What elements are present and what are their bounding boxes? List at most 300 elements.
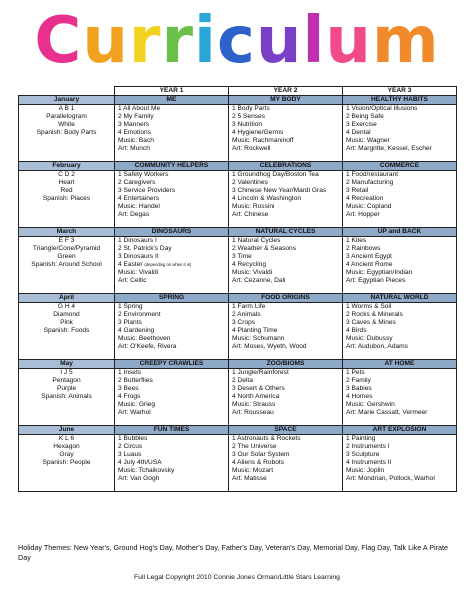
topic-line — [346, 475, 453, 483]
topic-text: 3 Time — [232, 253, 252, 260]
topic-line — [346, 335, 453, 343]
topic-line — [346, 443, 453, 451]
topic-note: (depending on when it is) — [144, 262, 192, 267]
topic-text: 4 Hygiene/Germs — [232, 129, 284, 136]
week-topics-cell — [229, 105, 343, 162]
topic-line — [232, 401, 339, 409]
topic-text: 4 Entertainers — [118, 195, 160, 202]
month-name: January — [19, 96, 115, 105]
year-header-row — [19, 87, 457, 96]
topic-line — [346, 369, 453, 377]
focus-line: Pentagon — [52, 377, 81, 384]
topic-text: 3 Service Providers — [118, 187, 176, 194]
topic-line — [118, 377, 225, 385]
month-header-row — [19, 228, 457, 237]
topic-line — [118, 129, 225, 137]
topic-text: 1 Natural Cycles — [232, 237, 281, 244]
topic-line — [346, 105, 453, 113]
topic-text: Music: Handel — [118, 203, 160, 210]
topic-text: 3 Dinosaurs II — [118, 253, 159, 260]
topic-line — [232, 121, 339, 129]
month-body-row — [19, 303, 457, 360]
topic-line — [232, 237, 339, 245]
focus-line: Red — [60, 187, 73, 194]
topic-text: Art: Marie Cassatt, Vermeer — [346, 409, 428, 416]
topic-text: Music: Mozart — [232, 467, 274, 474]
focus-line: A B 1 — [58, 105, 75, 112]
topic-line — [232, 145, 339, 153]
topic-line — [118, 343, 225, 351]
topic-text: Music: Vivaldi — [232, 269, 273, 276]
theme-header: CREEPY CRAWLIES — [115, 360, 229, 369]
topic-text: Art: Munch — [118, 145, 150, 152]
topic-line — [118, 393, 225, 401]
month-name: May — [19, 360, 115, 369]
topic-text: Music: Wagner — [346, 137, 390, 144]
week-topics-cell — [115, 369, 229, 426]
topic-line — [232, 319, 339, 327]
month-name: April — [19, 294, 115, 303]
topic-text: 1 Body Parts — [232, 105, 270, 112]
topic-text: 2 Valentines — [232, 179, 268, 186]
topic-line — [118, 443, 225, 451]
week-topics-cell — [115, 435, 229, 492]
topic-line — [232, 113, 339, 121]
topic-text: Music: Rossini — [232, 203, 275, 210]
month-name: February — [19, 162, 115, 171]
week-topics-cell — [343, 171, 457, 228]
topic-text: 1 Farm Life — [232, 303, 266, 310]
topic-text: 4 North America — [232, 393, 280, 400]
topic-line — [232, 385, 339, 393]
topic-text: Music: Beethoven — [118, 335, 171, 342]
header-blank-cell — [19, 87, 115, 96]
topic-text: 4 July 4th/USA — [118, 459, 162, 466]
focus-line: Spanish: Around School — [31, 261, 102, 268]
topic-text: Art: Audubon, Adams — [346, 343, 408, 350]
focus-line: Spanish: People — [42, 459, 91, 466]
topic-line — [346, 237, 453, 245]
topic-line — [232, 269, 339, 277]
topic-line — [118, 195, 225, 203]
theme-header: NATURAL WORLD — [343, 294, 457, 303]
topic-text: Music: Gershwin — [346, 401, 395, 408]
topic-text: 1 Kites — [346, 237, 367, 244]
topic-line — [232, 369, 339, 377]
theme-header: ZOO/BIOMS — [229, 360, 343, 369]
topic-line — [118, 113, 225, 121]
curriculum-table-wrapper — [18, 86, 456, 492]
title-letter: c — [216, 4, 256, 78]
topic-text: 2 Family — [346, 377, 371, 384]
topic-text: 1 Vision/Optical Illusions — [346, 105, 418, 112]
topic-text: 1 Painting — [346, 435, 376, 442]
topic-line — [232, 187, 339, 195]
topic-text: 3 Desert & Others — [232, 385, 285, 392]
topic-line — [346, 253, 453, 261]
topic-text: Art: Celtic — [118, 277, 147, 284]
topic-line — [232, 459, 339, 467]
topic-text: Art: Hopper — [346, 211, 380, 218]
topic-text: 2 Manufacturing — [346, 179, 394, 186]
week-topics-cell — [229, 435, 343, 492]
topic-line — [232, 451, 339, 459]
topic-line — [346, 303, 453, 311]
week-topics-cell — [343, 303, 457, 360]
title-letter: r — [161, 4, 195, 78]
topic-text: Art: Degas — [118, 211, 150, 218]
theme-header: COMMUNITY HELPERS — [115, 162, 229, 171]
topic-text: 2 5 Senses — [232, 113, 265, 120]
topic-line — [232, 443, 339, 451]
topic-line — [232, 435, 339, 443]
topic-text: 3 Our Solar System — [232, 451, 290, 458]
topic-text: 1 Insets — [118, 369, 142, 376]
week-topics-cell — [343, 435, 457, 492]
week-topics-cell — [343, 369, 457, 426]
theme-header: ART EXPLOSION — [343, 426, 457, 435]
topic-line — [118, 311, 225, 319]
page-title — [0, 6, 474, 76]
topic-text: 3 Sculpture — [346, 451, 380, 458]
topic-line — [346, 451, 453, 459]
topic-text: 2 Butterflies — [118, 377, 153, 384]
month-header-row — [19, 426, 457, 435]
topic-text: Art: Cezanne, Dali — [232, 277, 286, 284]
title-letter: u — [82, 4, 129, 78]
topic-line — [346, 113, 453, 121]
topic-text: 3 Manners — [118, 121, 150, 128]
topic-text: 2 Environment — [118, 311, 161, 318]
focus-line: Purple — [56, 385, 77, 392]
topic-line — [232, 343, 339, 351]
week-topics-cell — [115, 237, 229, 294]
theme-header: AT HOME — [343, 360, 457, 369]
topic-text: 1 Astronauts & Rockets — [232, 435, 301, 442]
topic-line — [232, 277, 339, 285]
week-topics-cell — [229, 171, 343, 228]
month-header-row — [19, 294, 457, 303]
topic-line — [232, 393, 339, 401]
week-topics-cell — [229, 369, 343, 426]
topic-line — [232, 467, 339, 475]
topic-line — [118, 409, 225, 417]
focus-line: Parallelogram — [46, 113, 87, 120]
week-topics-cell — [115, 105, 229, 162]
topic-line — [232, 327, 339, 335]
month-focus-cell — [19, 171, 115, 228]
topic-text: 3 Babies — [346, 385, 372, 392]
topic-line — [232, 475, 339, 483]
topic-text: Music: Joplin — [346, 467, 385, 474]
title-letter: C — [34, 4, 83, 78]
topic-line — [232, 303, 339, 311]
topic-line — [346, 393, 453, 401]
topic-text: Art: Matisse — [232, 475, 267, 482]
title-letter: m — [371, 4, 440, 78]
theme-header: SPACE — [229, 426, 343, 435]
topic-line — [232, 377, 339, 385]
topic-line — [346, 179, 453, 187]
topic-text: 2 Delta — [232, 377, 253, 384]
topic-text: Art: Warhol — [118, 409, 151, 416]
topic-line — [346, 137, 453, 145]
topic-line — [232, 311, 339, 319]
focus-line: White — [58, 121, 75, 128]
topic-line — [232, 195, 339, 203]
topic-line — [346, 121, 453, 129]
topic-line — [346, 171, 453, 179]
copyright-footer: Full Legal Copyright 2010 Connie Jones Orman/Little Stars Learning — [134, 574, 340, 581]
theme-header: SPRING — [115, 294, 229, 303]
topic-line — [118, 277, 225, 285]
month-focus-cell — [19, 237, 115, 294]
focus-line: Spanish: Animals — [41, 393, 92, 400]
topic-text: 2 Caregivers — [118, 179, 156, 186]
topic-line — [346, 459, 453, 467]
topic-text: 3 Chinese New Year/Mardi Gras — [232, 187, 327, 194]
week-topics-cell — [343, 105, 457, 162]
topic-line — [232, 179, 339, 187]
topic-text: 4 Aliens & Robots — [232, 459, 285, 466]
topic-text: 2 Being Safe — [346, 113, 384, 120]
topic-line — [118, 237, 225, 245]
topic-line — [346, 401, 453, 409]
week-topics-cell — [343, 237, 457, 294]
month-header-row — [19, 360, 457, 369]
topic-text: 4 Lincoln & Washington — [232, 195, 302, 202]
holiday-themes: Holiday Themes: New Year's, Ground Hog's Day, Mother's Day, Father's Day, Veteran's Day, Memorial Day, Flag Day, Talk Like A Pirate Day — [18, 543, 449, 562]
focus-line: I J 5 — [60, 369, 73, 376]
month-name: June — [19, 426, 115, 435]
theme-header: FUN TIMES — [115, 426, 229, 435]
theme-header: COMMERCE — [343, 162, 457, 171]
topic-text: 2 Circus — [118, 443, 143, 450]
topic-text: Art: Van Gogh — [118, 475, 160, 482]
focus-line: K L 6 — [58, 435, 75, 442]
topic-text: 4 Birds — [346, 327, 367, 334]
topic-line — [118, 385, 225, 393]
topic-line — [118, 179, 225, 187]
topic-line — [118, 269, 225, 277]
month-header-row — [19, 162, 457, 171]
topic-line — [118, 369, 225, 377]
topic-text: Art: Rousseau — [232, 409, 274, 416]
topic-text: 4 Gardening — [118, 327, 155, 334]
topic-text: Music: Bach — [118, 137, 154, 144]
topic-text: Art: Moses, Wyeth, Wood — [232, 343, 307, 350]
title-letter: i — [194, 4, 217, 78]
topic-text: 4 Recycling — [232, 261, 267, 268]
week-topics-cell — [229, 237, 343, 294]
theme-header: FOOD ORIGINS — [229, 294, 343, 303]
topic-line — [118, 105, 225, 113]
month-focus-cell — [19, 435, 115, 492]
focus-line: G H 4 — [57, 303, 76, 310]
topic-line — [232, 129, 339, 137]
topic-line — [346, 319, 453, 327]
month-name: March — [19, 228, 115, 237]
month-body-row — [19, 435, 457, 492]
topic-line — [346, 269, 453, 277]
topic-line — [232, 261, 339, 269]
topic-text: 3 Ancient Egypt — [346, 253, 392, 260]
title-letter: u — [255, 4, 303, 78]
week-topics-cell — [229, 303, 343, 360]
topic-line — [118, 467, 225, 475]
topic-line — [118, 203, 225, 211]
year-3-header: YEAR 3 — [343, 87, 457, 96]
topic-text: 2 Weather & Seasons — [232, 245, 297, 252]
topic-line — [118, 451, 225, 459]
topic-text: 4 Planting Time — [232, 327, 278, 334]
topic-line — [346, 129, 453, 137]
topic-text: 3 Nutrition — [232, 121, 263, 128]
topic-text: 2 Instruments I — [346, 443, 390, 450]
topic-line — [118, 187, 225, 195]
topic-line — [232, 409, 339, 417]
month-focus-cell — [19, 303, 115, 360]
topic-line — [118, 171, 225, 179]
year-2-header: YEAR 2 — [229, 87, 343, 96]
topic-text: 3 Luaus — [118, 451, 142, 458]
topic-text: 1 Food/restaurant — [346, 171, 399, 178]
topic-line — [232, 137, 339, 145]
topic-text: 1 All About Me — [118, 105, 161, 112]
month-focus-cell — [19, 369, 115, 426]
topic-text: 3 Retail — [346, 187, 369, 194]
topic-text: Music: Strauss — [232, 401, 276, 408]
topic-text: Music: Grieg — [118, 401, 156, 408]
title-letter: r — [128, 4, 162, 78]
topic-text: 2 My Family — [118, 113, 154, 120]
focus-line: Diamond — [53, 311, 80, 318]
focus-line: Spanish: Body Parts — [36, 129, 97, 136]
focus-line: Green — [57, 253, 76, 260]
topic-text: 3 Crops — [232, 319, 256, 326]
theme-header: DINOSAURS — [115, 228, 229, 237]
topic-text: Art: Mondrian, Pollock, Warhol — [346, 475, 435, 482]
topic-text: Art: Egyptian Pieces — [346, 277, 406, 284]
topic-text: 1 Worms & Soil — [346, 303, 392, 310]
topic-line — [346, 261, 453, 269]
topic-line — [118, 303, 225, 311]
month-header-row — [19, 96, 457, 105]
topic-text: 4 Easter — [118, 261, 143, 268]
topic-text: 2 St. Patrick's Day — [118, 245, 172, 252]
topic-line — [118, 401, 225, 409]
topic-line — [346, 409, 453, 417]
focus-line: Gray — [59, 451, 74, 458]
week-topics-cell — [115, 303, 229, 360]
topic-text: Music: Egyptian/Indian — [346, 269, 413, 276]
topic-text: Music: Schumann — [232, 335, 285, 342]
topic-text: 1 Bubbles — [118, 435, 148, 442]
focus-line: Spanish: Places — [42, 195, 91, 202]
theme-header: ME — [115, 96, 229, 105]
topic-text: 4 Recreation — [346, 195, 384, 202]
focus-line: Hexagon — [53, 443, 80, 450]
topic-text: 2 The Universe — [232, 443, 277, 450]
topic-text: Music: Dubussy — [346, 335, 393, 342]
topic-text: Music: Tchaikovsky — [118, 467, 175, 474]
topic-text: Music: Copland — [346, 203, 392, 210]
theme-header: MY BODY — [229, 96, 343, 105]
topic-line — [346, 211, 453, 219]
topic-text: Art: O'Keefe, Rivera — [118, 343, 177, 350]
theme-header: NATURAL CYCLES — [229, 228, 343, 237]
theme-header: UP and BACK — [343, 228, 457, 237]
topic-line — [346, 467, 453, 475]
topic-text: 1 Spring — [118, 303, 143, 310]
topic-text: 3 Exercise — [346, 121, 377, 128]
topic-text: 1 Pets — [346, 369, 365, 376]
topic-line — [346, 203, 453, 211]
topic-line — [232, 105, 339, 113]
topic-line — [118, 253, 225, 261]
topic-line — [118, 319, 225, 327]
month-focus-cell — [19, 105, 115, 162]
topic-text: Music: Rachmaninoff — [232, 137, 294, 144]
topic-text: 4 Instruments II — [346, 459, 392, 466]
month-body-row — [19, 171, 457, 228]
month-body-row — [19, 105, 457, 162]
topic-text: 3 Caves & Mines — [346, 319, 396, 326]
topic-text: Art: Chinese — [232, 211, 269, 218]
month-body-row — [19, 369, 457, 426]
topic-line — [346, 327, 453, 335]
topic-line — [346, 311, 453, 319]
topic-line — [118, 145, 225, 153]
curriculum-table — [18, 86, 457, 492]
title-letter: l — [302, 4, 326, 78]
topic-line — [346, 377, 453, 385]
topic-line — [118, 335, 225, 343]
topic-text: 3 Plants — [118, 319, 142, 326]
topic-text: 4 Dental — [346, 129, 371, 136]
topic-text: Art: Margritte, Kessel, Escher — [346, 145, 432, 152]
topic-text: 2 Rainbows — [346, 245, 381, 252]
focus-line: E F 3 — [58, 237, 75, 244]
topic-line — [118, 211, 225, 219]
topic-text: 1 Jungle/Rainforest — [232, 369, 289, 376]
topic-line — [232, 211, 339, 219]
focus-line: Pink — [60, 319, 73, 326]
topic-text: 3 Bees — [118, 385, 139, 392]
topic-line — [118, 475, 225, 483]
topic-text: 2 Rocks & Minerals — [346, 311, 403, 318]
topic-text: 4 Emotions — [118, 129, 151, 136]
topic-line — [346, 277, 453, 285]
focus-line: C D 2 — [58, 171, 75, 178]
topic-line — [346, 245, 453, 253]
topic-text: 4 Homes — [346, 393, 373, 400]
focus-line: Triangle/Cone/Pyramid — [32, 245, 101, 252]
focus-line: Heart — [58, 179, 75, 186]
topic-text: 4 Ancient Rome — [346, 261, 393, 268]
topic-line — [118, 121, 225, 129]
topic-line — [346, 187, 453, 195]
theme-header: HEALTHY HABITS — [343, 96, 457, 105]
topic-text: Music: Vivaldi — [118, 269, 159, 276]
topic-line — [118, 137, 225, 145]
theme-header: CELEBRATIONS — [229, 162, 343, 171]
topic-line — [346, 435, 453, 443]
topic-text: 4 Frogs — [118, 393, 141, 400]
title-letter: u — [325, 4, 372, 78]
topic-line — [232, 245, 339, 253]
week-topics-cell — [115, 171, 229, 228]
